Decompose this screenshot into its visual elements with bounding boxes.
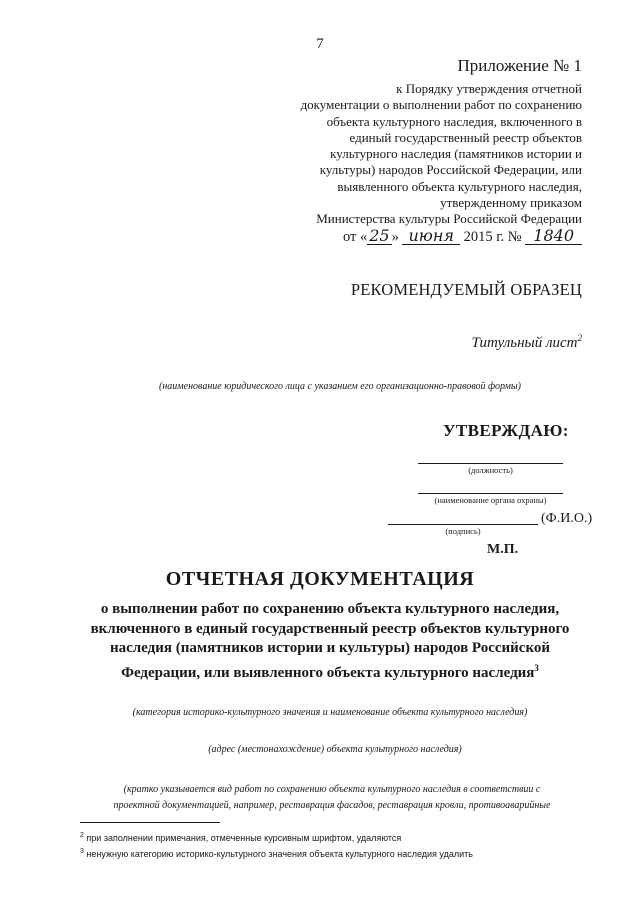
subtitle-line: Федерации, или выявленного объекта культурного наследия$^3$ (121, 662, 539, 681)
footnote (80, 829, 473, 845)
appendix-line: выявленного объекта культурного наследия, (337, 178, 582, 194)
appendix-line: культурного наследия (памятников истории и (330, 146, 582, 162)
document-subtitle (70, 600, 590, 683)
work-kind-line: проектной документацией, например, реставрация фасадов, реставрация кровли, противоаварийные (113, 800, 551, 811)
appendix-line: культуры) народов Российской Федерации, или (319, 162, 582, 178)
footnotes (80, 829, 473, 861)
footnote-mark: 2 (577, 333, 582, 343)
subtitle-line: наследия (памятников истории и культуры) народов Российской (109, 640, 551, 656)
approval-heading: УТВЕРЖДАЮ: (443, 421, 569, 440)
footnote-text: ненужную категорию историко-культурного значения объекта культурного наследия удалить (83, 849, 473, 859)
appendix-line: к Порядку утверждения отчетной (396, 81, 582, 96)
date-prefix: от « (342, 229, 368, 245)
authority-line (418, 493, 563, 494)
footnote-mark: 3 (80, 848, 84, 855)
appendix-title: Приложение № 1 (457, 56, 582, 75)
work-kind-line: (кратко указывается вид работ по сохранению объекта культурного наследия в соответствии с (123, 784, 541, 795)
page-number: 7 (316, 36, 324, 52)
work-kind-caption (82, 782, 582, 814)
subtitle-line: включенного в единый государственный реестр объектов культурного (90, 620, 570, 637)
fio-label: (Ф.И.О.) (541, 511, 593, 526)
footnote-mark: 2 (80, 832, 84, 839)
footnote-separator (80, 822, 220, 823)
title-sheet-text: Титульный лист (471, 335, 578, 351)
seal-label: М.П. (487, 542, 519, 557)
date-day: 25 (369, 226, 390, 245)
appendix-line: Министерства культуры Российской Федерации (316, 211, 582, 227)
footnote-text: при заполнении примечания, отмеченные курсивным шрифтом, удаляются (83, 833, 402, 843)
date-mid: » (391, 229, 399, 245)
footnote-mark: 3 (534, 662, 539, 673)
organization-caption: (наименование юридического лица с указанием его организационно-правовой формы) (158, 381, 522, 392)
date-month: июня (402, 228, 460, 245)
address-caption: (адрес (местонахождение) объекта культурного наследия) (208, 744, 462, 755)
category-caption: (категория историко-культурного значения и наименование объекта культурного наследия) (132, 707, 528, 718)
position-caption: (должность) (468, 465, 513, 475)
appendix-line: утвержденному приказом (440, 195, 582, 211)
signature-caption: (подпись) (445, 526, 481, 536)
position-line (418, 463, 563, 464)
appendix-line: объекта культурного наследия, включенного в (326, 113, 582, 129)
appendix-line: единый государственный реестр объектов (349, 129, 582, 145)
footnote (80, 845, 473, 861)
document-title: ОТЧЕТНАЯ ДОКУМЕНТАЦИЯ (165, 568, 475, 590)
appendix-reference (282, 81, 582, 228)
order-number: 1840 (525, 228, 582, 245)
title-sheet-label (472, 333, 582, 352)
order-date (343, 228, 582, 246)
appendix-line: документации о выполнении работ по сохранению (300, 97, 582, 113)
subtitle-line: о выполнении работ по сохранению объекта культурного наследия, (100, 601, 560, 617)
sample-heading: РЕКОМЕНДУЕМЫЙ ОБРАЗЕЦ (350, 280, 582, 299)
signature-line (388, 524, 538, 525)
authority-caption: (наименование органа охраны) (434, 495, 547, 505)
date-year: 2015 г. № (463, 229, 522, 245)
